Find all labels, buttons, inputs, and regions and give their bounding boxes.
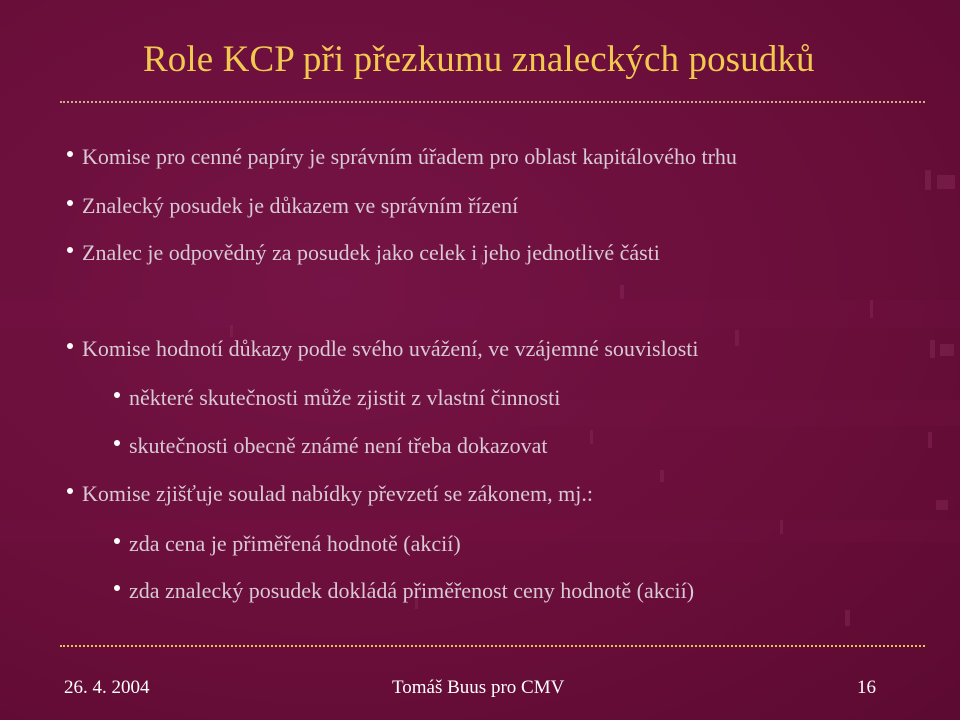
footer-divider	[60, 645, 925, 647]
bullet-dot-icon	[114, 440, 120, 446]
bullet-dot-icon	[67, 247, 73, 253]
bullet-text: Znalecký posudek je důkazem ve správním řízení	[82, 193, 519, 218]
sub-bullet-item	[114, 531, 461, 557]
sub-bullet-item	[114, 433, 547, 459]
bullet-item	[67, 481, 593, 507]
bullet-text: některé skutečnosti může zjistit z vlastní činnosti	[129, 385, 561, 410]
bullet-dot-icon	[114, 585, 120, 591]
footer-author: Tomáš Buus pro CMV	[392, 677, 565, 698]
bullet-dot-icon	[114, 538, 120, 544]
bullet-text: Znalec je odpovědný za posudek jako celek i jeho jednotlivé části	[82, 240, 660, 265]
bullet-text: skutečnosti obecně známé není třeba dokazovat	[129, 433, 548, 458]
bullet-item	[67, 240, 660, 266]
bullet-dot-icon	[67, 343, 73, 349]
bullet-item	[67, 144, 737, 170]
bullet-text: Komise zjišťuje soulad nabídky převzetí se zákonem, mj.:	[82, 481, 593, 506]
bullet-item	[67, 193, 518, 219]
bullet-text: zda cena je přiměřená hodnotě (akcií)	[129, 531, 461, 556]
bullet-text: Komise hodnotí důkazy podle svého uvážení, ve vzájemné souvislosti	[82, 336, 699, 361]
sub-bullet-item	[114, 385, 560, 411]
slide-number: 16	[857, 677, 876, 698]
bullet-dot-icon	[67, 200, 73, 206]
bullet-item	[67, 336, 698, 362]
bullet-dot-icon	[114, 392, 120, 398]
sub-bullet-item	[114, 578, 694, 604]
bullet-text: Komise pro cenné papíry je správním úřadem pro oblast kapitálového trhu	[82, 144, 737, 169]
bullet-text: zda znalecký posudek dokládá přiměřenost ceny hodnotě (akcií)	[129, 578, 695, 603]
footer-date: 26. 4. 2004	[64, 677, 150, 698]
bullet-dot-icon	[67, 151, 73, 157]
slide-title: Role KCP při přezkumu znaleckých posudků	[143, 39, 815, 80]
bullet-dot-icon	[67, 488, 73, 494]
